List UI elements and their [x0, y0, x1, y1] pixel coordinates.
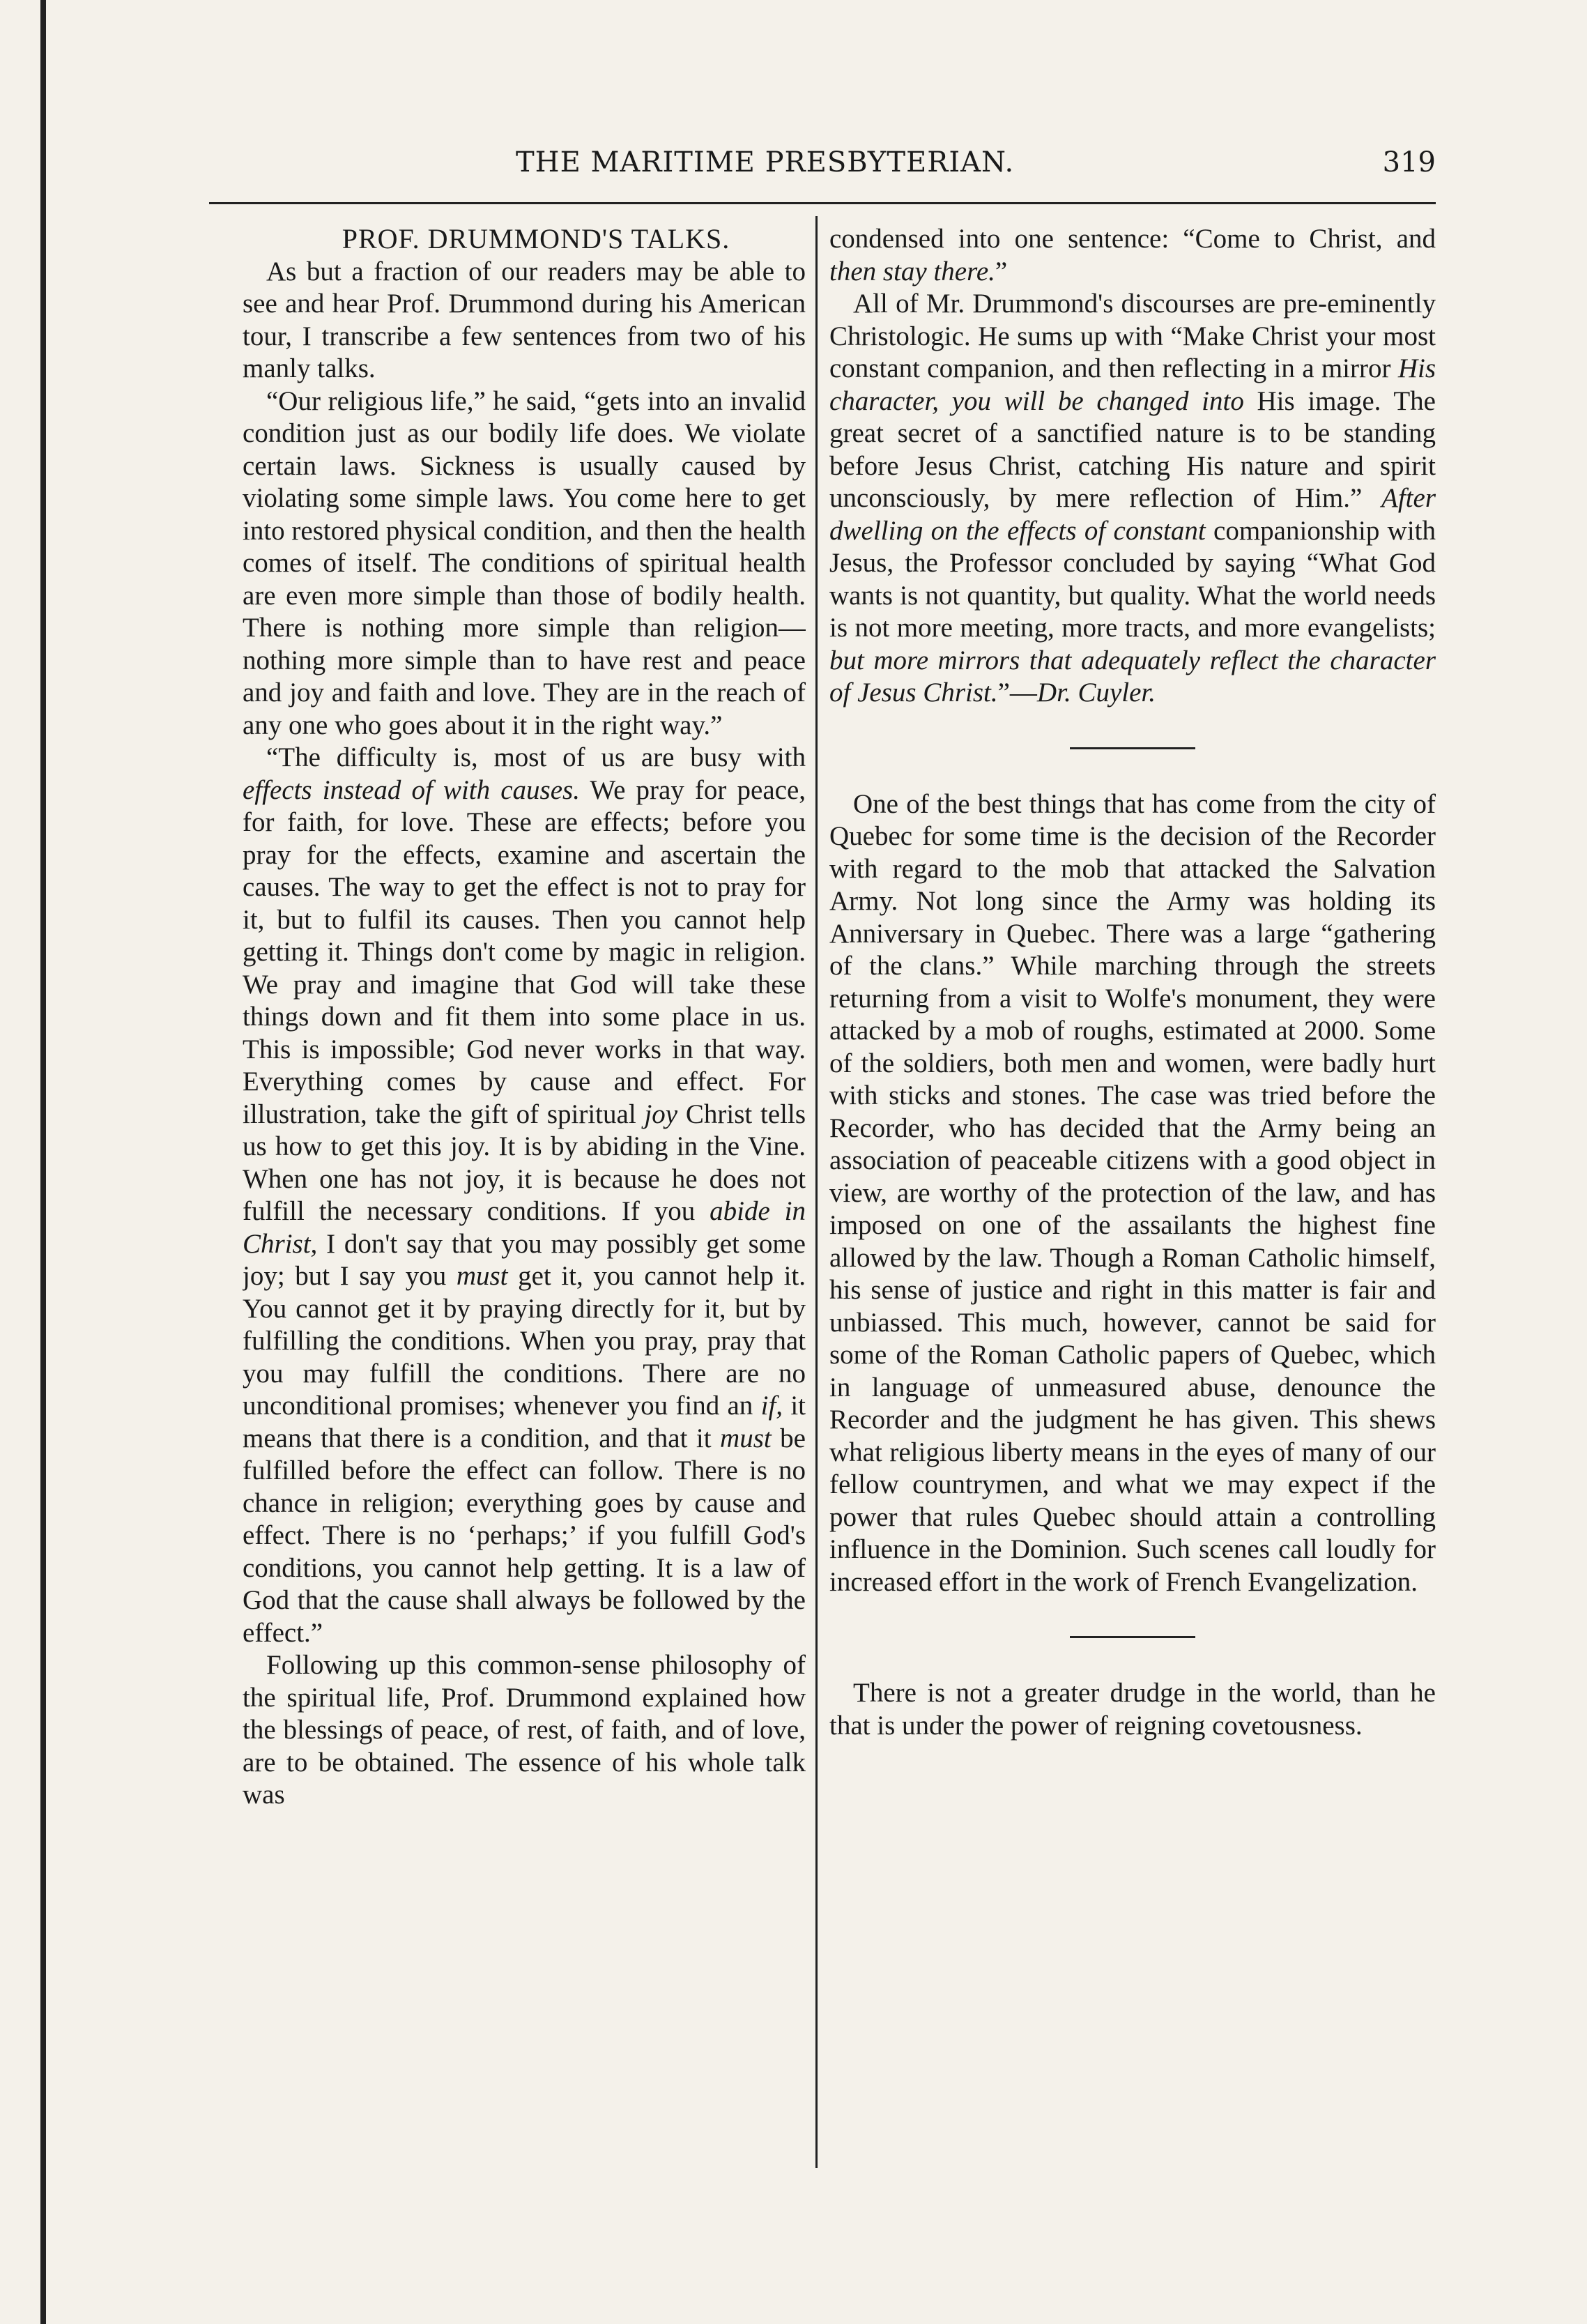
section-separator: [1070, 1636, 1195, 1638]
italic-text: joy: [644, 1099, 678, 1129]
italic-text: must: [720, 1423, 772, 1453]
left-column: [243, 223, 806, 2140]
italic-text: abide in Christ,: [243, 1196, 806, 1259]
right-column: [829, 223, 1436, 2140]
header-rule: [209, 202, 1436, 204]
paragraph: [829, 223, 1436, 288]
section-separator: [1070, 747, 1195, 749]
italic-text: must: [456, 1261, 508, 1291]
paragraph: Following up this common-sense philosophy of the spiritual life, Prof. Drummond explained how the blessings of peace, of rest, of faith, and of love, are to be obtained. The essence of his whole talk was: [243, 1650, 806, 1810]
paragraph: There is not a greater drudge in the world, than he that is under the power of reigning covetousness.: [829, 1678, 1436, 1741]
paragraph: One of the best things that has come from the city of Quebec for some time is the decision of the Recorder with regard to the mob that attacked the Salvation Army. Not long since the Army was holding its Anniversary in Quebec. There was a large “gathering of the clans.” While marching through the streets returning from a visit to Wolfe's monument, they were attacked by a mob of roughs, estimated at 2000. Some of the soldiers, both men and women, were badly hurt with sticks and stones. The case was tried before the Recorder, who has decided that the Army being an association of peaceable citizens with a good object in view, are worthy of the protection of the law, and has imposed on one of the assailants the highest fine allowed by the law. Though a Roman Catholic himself, his sense of justice and right in this matter is fair and unbiassed. This much, however, cannot be said for some of the Roman Catholic papers of Quebec, which in language of unmeasured abuse, denounce the Recorder and the judgment he has given. This shews what religious liberty means in the eyes of many of our fellow countrymen, and what we may expect if the power that rules Quebec should attain a controlling influence in the Dominion. Such scenes call loudly for increased effort in the work of French Evangelization.: [829, 788, 1436, 1597]
text: I don't say that you may possibly get some joy; but I say you: [243, 1228, 806, 1291]
italic-text: His character, you will be changed into: [829, 353, 1436, 416]
text: be fulfilled before the effect can follow. There is no chance in religion; everything goes by cause and effect. There is no ‘perhaps;’ if you fulfill God's conditions, you cannot help getting. It is a law of God that the cause shall always be followed by the effect.”: [243, 1423, 806, 1648]
text: companionship with Jesus, the Professor concluded by saying “What God wants is not quantity, but quality. What the world needs is not more meeting, more tracts, and more evangelists;: [829, 515, 1436, 643]
text: All of Mr. Drummond's discourses are pre-eminently Christologic. He sums up with “Make Christ your most constant companion, and then reflecting in a mirror: [829, 289, 1436, 383]
column-divider: [815, 216, 818, 2168]
paragraph: “Our religious life,” he said, “gets into an invalid condition just as our bodily life does. We violate certain laws. Sickness is usually caused by violating some simple laws. You come here to get into restored physical condition, and then the health comes of itself. The conditions of spiritual health are even more simple than those of bodily health. There is nothing more simple than religion—nothing more simple than to have rest and peace and joy and faith and love. They are in the reach of any one who goes about it in the right way.”: [243, 385, 806, 740]
paragraph: [829, 288, 1436, 710]
article-title: PROF. DRUMMOND'S TALKS.: [342, 223, 730, 254]
text: We pray for peace, for faith, for love. These are effects; before you pray for the effects, examine and ascertain the causes. The way to get the effect is not to pray for it, but to fulfil its causes. Then you cannot help getting it. Things don't come by magic in religion. We pray and imagine that God will take these things down and fit them into some place in us. This is impossible; God never works in that way. Everything comes by cause and effect. For illustration, take the gift of spiritual: [243, 774, 806, 1129]
journal-title: THE MARITIME PRESBYTERIAN.: [516, 146, 1015, 178]
text: condensed into one sentence: “Come to Christ, and: [829, 224, 1436, 254]
text: ”—: [997, 678, 1037, 708]
italic-text: then stay there.: [829, 256, 995, 286]
text: it means that there is a condition, and that it: [243, 1391, 806, 1453]
text: ”: [995, 256, 1008, 286]
page-edge-line: [40, 0, 46, 2324]
page-number: 319: [1382, 146, 1436, 178]
text: “The difficulty is, most of us are busy with: [266, 742, 806, 772]
text: His image. The great secret of a sanctified nature is to be standing before Jesus Christ, catching His nature and spirit unconsciously, by mere reflection of Him.”: [829, 385, 1436, 513]
text: get it, you cannot help it. You cannot get it by praying directly for it, but by fulfilling the conditions. When you pray, pray that you may fulfill the conditions. There are no unconditional promises; whenever you find an: [243, 1261, 806, 1421]
paragraph: As but a fraction of our readers may be able to see and hear Prof. Drummond during his American tour, I transcribe a few sentences from two of his manly talks.: [243, 256, 806, 383]
italic-text: but more mirrors that adequately reflect the character of Jesus Christ.: [829, 645, 1436, 708]
running-header: [153, 146, 1436, 195]
italic-text: After dwelling on the effects of constant: [829, 483, 1436, 546]
author-signature: Dr. Cuyler.: [1036, 678, 1156, 708]
text: Christ tells us how to get this joy. It is by abiding in the Vine. When one has not joy, it is because he does not fulfill the necessary conditions. If you: [243, 1099, 806, 1226]
italic-text: effects instead of with causes.: [243, 774, 580, 805]
paragraph: [243, 742, 806, 1649]
italic-text: if,: [760, 1391, 783, 1421]
